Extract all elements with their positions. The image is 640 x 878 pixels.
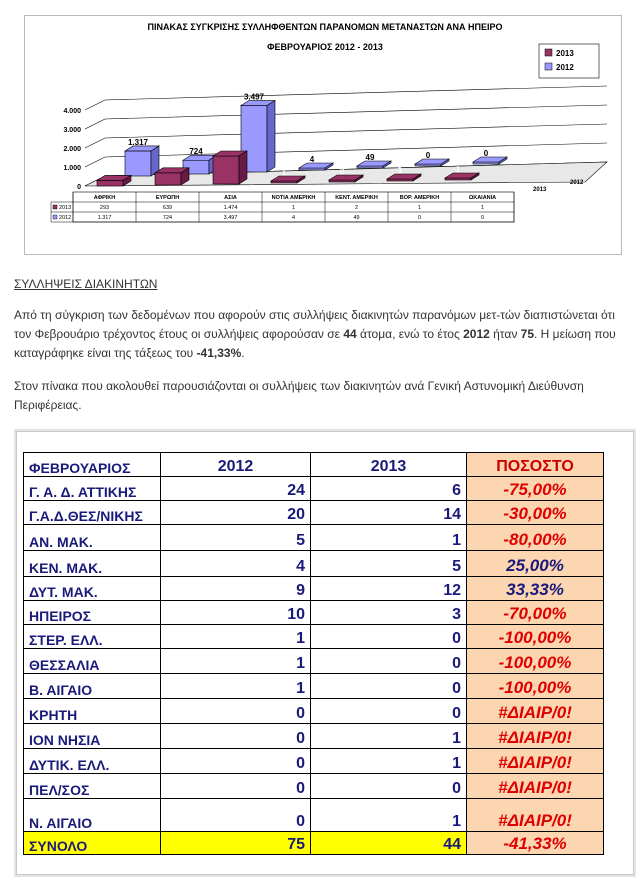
bar-2012 xyxy=(473,157,507,164)
y-tick-label: 4.000 xyxy=(63,108,81,115)
header-month: ΦΕΒΡΟΥΑΡΙΟΣ xyxy=(24,453,161,477)
row-percent: #ΔΙΑΙΡ/0! xyxy=(467,799,604,832)
row-value-2012: 0 xyxy=(161,699,311,724)
table-row xyxy=(24,501,604,525)
chart-title-line1: ΠΙΝΑΚΑΣ ΣΥΓΚΡΙΣΗΣ ΣΥΛΛΗΦΘΕΝΤΩΝ ΠΑΡΑΝΟΜΩΝ ΜΕΤΑΝΑΣΤΩΝ ΑΝΑ ΗΠΕΙΡΟ xyxy=(147,22,503,32)
table-row xyxy=(24,477,604,501)
row-percent: 33,33% xyxy=(467,577,604,601)
summary-paragraph: Από τη σύγκριση των δεδομένων που αφορούν στις συλλήψεις διακινητών παρανόμων μετ-τών διαπιστώνεται ότι τον Φεβρουάριο τρέχοντος έτους οι συλλήψεις αφορούσαν σε 44 άτομα, ενώ το έτος 2012 ήταν 75. Η μείωση που καταγράφηκε είναι της τάξεως του -41,33%. xyxy=(14,308,616,360)
table-row xyxy=(24,649,604,674)
row-value-2012: 0 xyxy=(161,749,311,774)
row-value-2013: 1 xyxy=(311,799,467,832)
row-region: ΣΤΕΡ. ΕΛΛ. xyxy=(24,625,161,649)
row-value-2013: 3 xyxy=(311,601,467,625)
data-table-value: 3.497 xyxy=(223,215,238,221)
bar-2013-front xyxy=(155,173,181,185)
bar-2012-label: 724 xyxy=(189,147,203,157)
row-value-2013: 12 xyxy=(311,577,467,601)
legend-label: 2013 xyxy=(556,49,574,58)
data-table-value: 724 xyxy=(162,215,173,221)
gridline xyxy=(85,157,105,167)
row-value-2013: 1 xyxy=(311,724,467,749)
legend-swatch xyxy=(545,63,552,70)
row-value-2013: 0 xyxy=(311,774,467,799)
data-table-value: 4 xyxy=(291,215,296,221)
table-row xyxy=(24,601,604,625)
data-table-value: 2 xyxy=(354,205,359,211)
bar-2012-label: 49 xyxy=(365,153,375,162)
row-value-2012: 0 xyxy=(161,799,311,832)
data-table-value: 293 xyxy=(99,205,110,211)
chart-legend xyxy=(539,44,599,78)
row-value-2012: 0 xyxy=(161,724,311,749)
row-percent: 25,00% xyxy=(467,551,604,577)
table-row xyxy=(24,577,604,601)
row-region: Ν. ΑΙΓΑΙΟ xyxy=(24,799,161,832)
bar-2013 xyxy=(213,151,247,184)
data-table-series-name: 2013 xyxy=(59,205,72,211)
row-value-2012: 20 xyxy=(161,501,311,525)
data-table-value: 0 xyxy=(480,215,485,221)
bar-2012-front xyxy=(125,151,151,176)
bar-2012 xyxy=(299,163,333,170)
row-percent: -100,00% xyxy=(467,674,604,699)
total-2013: 44 xyxy=(311,832,467,855)
row-region: ΚΕΝ. ΜΑΚ. xyxy=(24,551,161,577)
table-row xyxy=(24,699,604,724)
row-value-2013: 1 xyxy=(311,525,467,551)
bar-2013-label: 1 xyxy=(397,166,403,175)
data-table-value: 1 xyxy=(480,205,485,211)
bar-2012 xyxy=(357,161,391,168)
row-value-2013: 1 xyxy=(311,749,467,774)
gridline xyxy=(85,119,105,129)
category-label: ΝΟΤΙΑ ΑΜΕΡΙΚΗ xyxy=(271,195,316,201)
row-percent: #ΔΙΑΙΡ/0! xyxy=(467,749,604,774)
bar-2012 xyxy=(125,146,159,176)
data-table-series-name: 2012 xyxy=(59,215,72,221)
row-value-2012: 1 xyxy=(161,674,311,699)
data-table-swatch xyxy=(53,205,57,209)
row-region: ΗΠΕΙΡΟΣ xyxy=(24,601,161,625)
row-percent: -100,00% xyxy=(467,649,604,674)
row-percent: -100,00% xyxy=(467,625,604,649)
table-row xyxy=(24,799,604,832)
table-total-row xyxy=(24,832,604,855)
chart-title-line2: ΦΕΒΡΟΥΑΡΙΟΣ 2012 - 2013 xyxy=(267,42,383,52)
row-value-2013: 0 xyxy=(311,649,467,674)
data-table-value: 639 xyxy=(162,205,173,211)
category-label: ΩΚΑΙΑΝΙΑ xyxy=(468,195,497,201)
depth-label-2013: 2013 xyxy=(533,187,547,193)
table-row xyxy=(24,674,604,699)
y-tick-label: 0 xyxy=(77,184,81,191)
row-value-2013: 5 xyxy=(311,551,467,577)
header-2012: 2012 xyxy=(161,453,311,477)
table-row xyxy=(24,724,604,749)
table-intro-paragraph: Στον πίνακα που ακολουθεί παρουσιάζονται οι συλλήψεις των διακινητών ανά Γενική Αστυνομική Διεύθυνση Περιφέρειας. xyxy=(14,379,584,412)
row-region: Γ.Α.Δ.ΘΕΣ/ΝΙΚΗΣ xyxy=(24,501,161,525)
table-row xyxy=(24,774,604,799)
bar-2013-front xyxy=(213,156,239,184)
row-percent: -70,00% xyxy=(467,601,604,625)
category-label: ΒΟΡ. ΑΜΕΡΙΚΗ xyxy=(399,195,440,201)
row-value-2012: 5 xyxy=(161,525,311,551)
depth-label-2012: 2012 xyxy=(570,180,584,186)
bar-2012-label: 4 xyxy=(309,155,315,164)
bar-2013-label: 293 xyxy=(103,167,117,177)
bar-2012 xyxy=(415,159,449,166)
section-heading: ΣΥΛΛΗΨΕΙΣ ΔΙΑΚΙΝΗΤΩΝ xyxy=(14,277,158,291)
row-region: Β. ΑΙΓΑΙΟ xyxy=(24,674,161,699)
header-percent: ΠΟΣΟΣΤΟ xyxy=(467,453,604,477)
data-table-value: 1.317 xyxy=(97,215,112,221)
arrests-table xyxy=(23,452,604,855)
chart-data-table xyxy=(51,192,514,222)
table-row xyxy=(24,551,604,577)
row-region: Γ. Α. Δ. ΑΤΤΙΚΗΣ xyxy=(24,477,161,501)
bar-2013 xyxy=(97,175,131,186)
gridline xyxy=(105,86,607,100)
gridline xyxy=(85,138,105,148)
bar-2013-label: 1 xyxy=(455,165,461,174)
row-value-2012: 4 xyxy=(161,551,311,577)
row-region: ΑΝ. ΜΑΚ. xyxy=(24,525,161,551)
category-label: ΕΥΡΩΠΗ xyxy=(155,195,180,201)
data-table-value: 0 xyxy=(417,215,422,221)
y-tick-label: 3.000 xyxy=(63,127,81,134)
bar-2012-label: 0 xyxy=(483,149,489,158)
table-row xyxy=(24,525,604,551)
category-label: ΑΣΙΑ xyxy=(224,195,237,201)
gridline xyxy=(105,124,607,138)
category-label: ΑΦΡΙΚΗ xyxy=(93,195,116,201)
y-tick-label: 2.000 xyxy=(63,146,81,153)
row-percent: -75,00% xyxy=(467,477,604,501)
row-percent: #ΔΙΑΙΡ/0! xyxy=(467,774,604,799)
data-table-value: 1 xyxy=(417,205,422,211)
row-value-2013: 14 xyxy=(311,501,467,525)
table-row xyxy=(24,749,604,774)
gridline xyxy=(85,100,105,110)
row-region: ΔΥΤΙΚ. ΕΛΛ. xyxy=(24,749,161,774)
row-percent: -30,00% xyxy=(467,501,604,525)
row-value-2012: 10 xyxy=(161,601,311,625)
data-table-value: 1.474 xyxy=(223,205,238,211)
row-value-2013: 0 xyxy=(311,625,467,649)
chart-canvas xyxy=(25,16,621,254)
bar-2012-label: 3.497 xyxy=(243,92,265,102)
bar-2012-side xyxy=(267,101,275,172)
row-value-2012: 24 xyxy=(161,477,311,501)
total-label: ΣΥΝΟΛΟ xyxy=(24,832,161,855)
row-value-2013: 0 xyxy=(311,674,467,699)
bar-2013-front xyxy=(97,180,123,186)
row-region: ΔΥΤ. ΜΑΚ. xyxy=(24,577,161,601)
row-percent: -80,00% xyxy=(467,525,604,551)
bar-2013-label: 1.474 xyxy=(215,142,237,152)
row-region: ΠΕΛ/ΣΟΣ xyxy=(24,774,161,799)
gridline xyxy=(105,105,607,119)
bar-2012-label: 0 xyxy=(425,151,431,160)
bar-2012-label: 1.317 xyxy=(127,137,149,147)
total-2012: 75 xyxy=(161,832,311,855)
bar-2013-side xyxy=(239,151,247,184)
legend-swatch xyxy=(545,49,552,56)
category-label: ΚΕΝΤ. ΑΜΕΡΙΚΗ xyxy=(335,195,378,201)
table-row xyxy=(24,625,604,649)
total-percent: -41,33% xyxy=(467,832,604,855)
data-table-swatch xyxy=(53,215,57,219)
row-percent: #ΔΙΑΙΡ/0! xyxy=(467,724,604,749)
row-region: ΘΕΣΣΑΛΙΑ xyxy=(24,649,161,674)
data-table-value: 1 xyxy=(291,205,296,211)
bar-2013 xyxy=(155,168,189,185)
data-table-value: 49 xyxy=(353,215,360,221)
gridline xyxy=(105,143,607,157)
row-percent: #ΔΙΑΙΡ/0! xyxy=(467,699,604,724)
bar-2013-label: 639 xyxy=(161,159,175,169)
comparison-chart xyxy=(24,15,622,255)
bar-2013-label: 1 xyxy=(281,168,287,177)
y-tick-label: 1.000 xyxy=(63,165,81,172)
stats-table-frame xyxy=(16,431,634,875)
row-region: ΙΟΝ ΝΗΣΙΑ xyxy=(24,724,161,749)
row-value-2012: 1 xyxy=(161,649,311,674)
row-value-2012: 0 xyxy=(161,774,311,799)
row-region: ΚΡΗΤΗ xyxy=(24,699,161,724)
table-header-row xyxy=(24,453,604,477)
bar-2013-label: 2 xyxy=(339,167,345,176)
row-value-2012: 9 xyxy=(161,577,311,601)
row-value-2013: 0 xyxy=(311,699,467,724)
header-2013: 2013 xyxy=(311,453,467,477)
row-value-2013: 6 xyxy=(311,477,467,501)
row-value-2012: 1 xyxy=(161,625,311,649)
legend-label: 2012 xyxy=(556,63,574,72)
